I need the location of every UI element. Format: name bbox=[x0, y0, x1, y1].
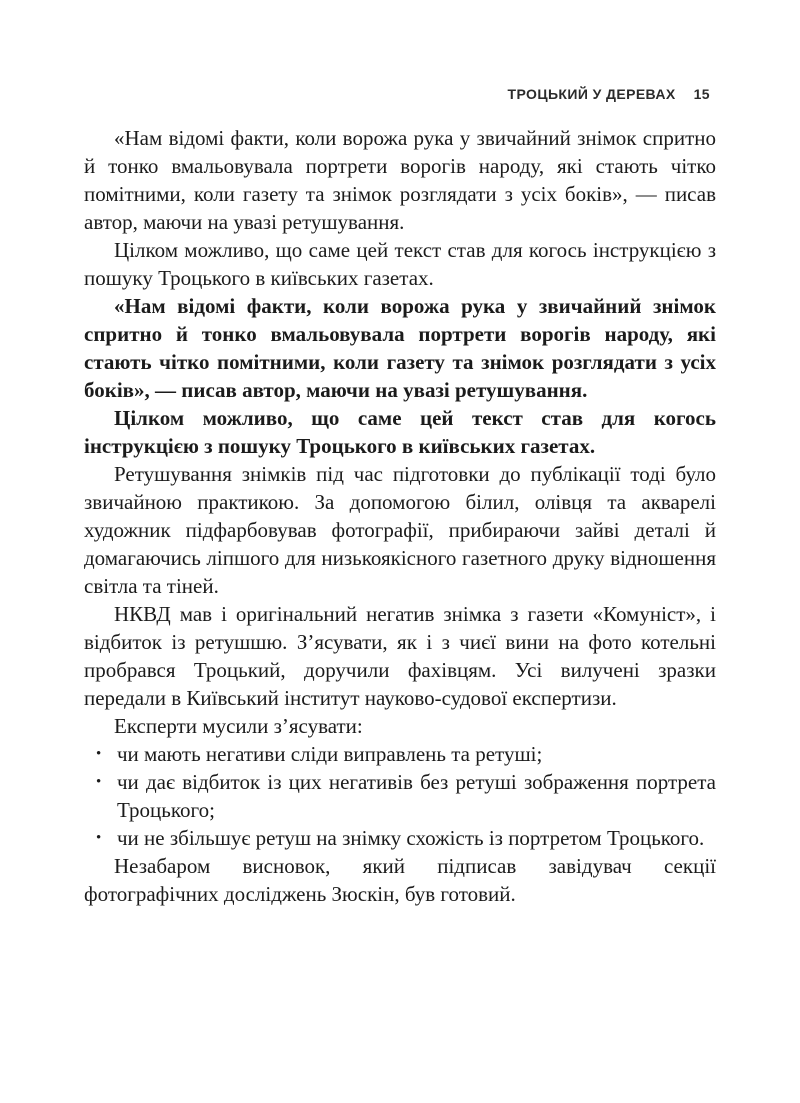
list-item bbox=[96, 768, 716, 824]
paragraph-conclusion: Незабаром висновок, який підписав завідувач секції фотографічних досліджень Зюскін, був готовий. bbox=[84, 854, 716, 906]
list-item-text: чи дає відбиток із цих негативів без ретуші зображення портрета Троцького; bbox=[117, 770, 716, 822]
paragraph-quote-1: «Нам відомі факти, коли ворожа рука у звичайний знімок спритно й тонко вмальовувала портрети ворогів народу, які стають чітко помітними, коли газету та знімок розглядати з усіх боків», — писав автор, маючи на увазі ретушування. bbox=[84, 126, 716, 234]
list-item-text: чи не збільшує ретуш на знімку схожість із портретом Троцького. bbox=[117, 826, 705, 850]
list-item bbox=[96, 740, 716, 768]
bullet-icon: • bbox=[96, 830, 102, 846]
paragraph-nkvd-negative: НКВД мав і оригінальний негатив знімка з газети «Комуніст», і відбиток із ретушшю. З’ясувати, як і з чиєї вини на фото котельні пробрався Троцький, доручили фахівцям. Усі вилучені зразки передали в Київський інститут науково-судової експертизи. bbox=[84, 602, 716, 710]
running-header bbox=[84, 86, 710, 102]
bullet-icon: • bbox=[96, 746, 102, 762]
list-item-text: чи мають негативи сліди виправлень та ретуші; bbox=[117, 742, 543, 766]
paragraph-retouching-practice: Ретушування знімків під час підготовки до публікації тоді було звичайною практикою. За допомогою білил, олівця та акварелі художник підфарбовував фотографії, прибираючи зайві деталі й домагаючись ліпшого для низькоякісного газетного друку відношення світла та тіней. bbox=[84, 462, 716, 598]
chapter-title: ТРОЦЬКИЙ У ДЕРЕВАХ bbox=[507, 86, 676, 102]
paragraph-comment-repeat-bold: Цілком можливо, що саме цей текст став для когось інструкцією з пошуку Троцького в київських газетах. bbox=[84, 406, 716, 458]
list-item bbox=[96, 824, 716, 852]
expert-questions-list bbox=[84, 740, 716, 852]
page-body bbox=[84, 124, 716, 908]
paragraph-experts-intro: Експерти мусили з’ясувати: bbox=[114, 714, 363, 738]
paragraph-quote-repeat-bold: «Нам відомі факти, коли ворожа рука у звичайний знімок спритно й тонко вмальовувала портрети ворогів народу, які стають чітко помітними, коли газету та знімок розглядати з усіх боків», — писав автор, маючи на увазі ретушування. bbox=[84, 294, 716, 402]
paragraph-comment-1: Цілком можливо, що саме цей текст став для когось інструкцією з пошуку Троцького в київських газетах. bbox=[84, 238, 716, 290]
page-number: 15 bbox=[693, 86, 710, 102]
bullet-icon: • bbox=[96, 774, 102, 790]
